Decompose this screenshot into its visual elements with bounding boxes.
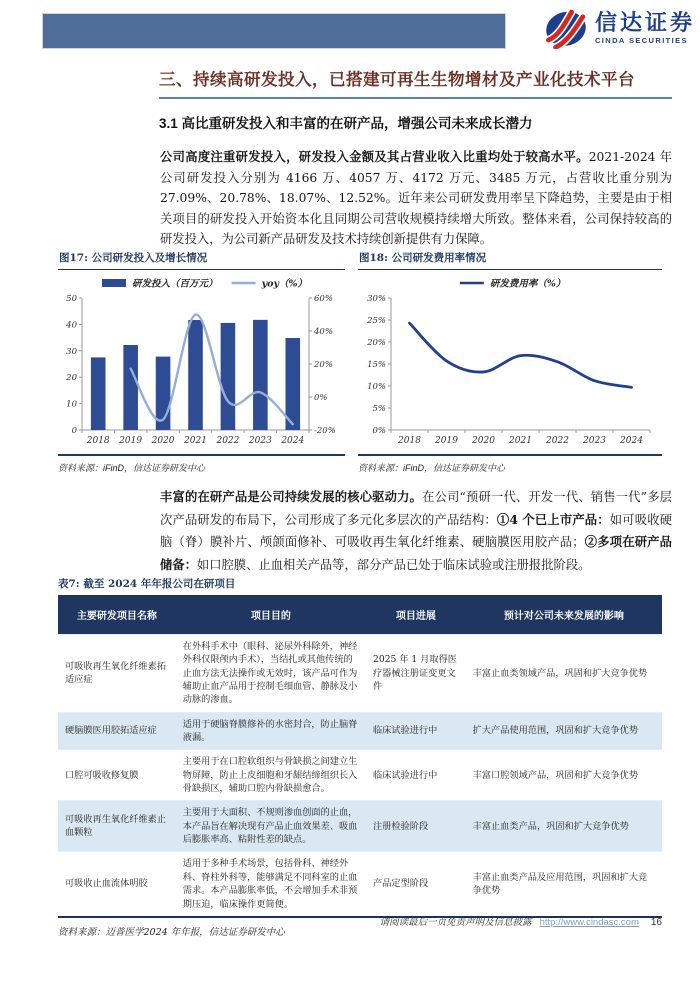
- para2-segment: 如可吸收硬脑（脊）膜补片、颅颌面修补、可吸收再生氧化纤维素、硬脑膜医用胶产品；: [160, 512, 672, 549]
- y-tick-label: 25%: [367, 316, 386, 326]
- table-header-cell: 主要研发项目名称: [58, 595, 176, 635]
- figure18-title: 图18: 公司研发费用率情况: [358, 250, 662, 270]
- table-row: [58, 750, 662, 801]
- figure17-title: 图17: 公司研发投入及增长情况: [58, 250, 345, 270]
- line-series: [131, 315, 293, 425]
- table-cell: 丰富止血类产品，巩固和扩大竞争优势: [466, 801, 662, 852]
- x-tick-label: 2022: [216, 436, 240, 446]
- y-tick-label: 10%: [367, 382, 386, 392]
- figure18-source: 资料来源：iFinD，信达证券研发中心: [358, 454, 662, 474]
- bar-2024: [285, 338, 300, 430]
- header-blue-bar: [42, 13, 506, 49]
- table-row: [58, 852, 662, 917]
- table-header-cell: 项目目的: [176, 595, 366, 635]
- table-cell: 丰富止血类产品及应用范围，巩固和扩大竞争优势: [466, 852, 662, 917]
- table-cell: 可吸收止血流体明胶: [58, 852, 176, 917]
- table-cell: 适用于多种手术场景，包括骨科、神经外科、脊柱外科等，能够满足不同科室的止血需求。本产品膨胀率低，不会增加手术非预期压迫，临床操作更简便。: [176, 852, 366, 917]
- cinda-swoosh-icon: [542, 7, 590, 49]
- figure-18: [358, 250, 662, 474]
- rd-expense-ratio-chart: [358, 272, 662, 450]
- table-cell: 丰富口腔领域产品，巩固和扩大竞争优势: [466, 750, 662, 801]
- page-footer: [380, 914, 662, 928]
- table-header-row: [58, 595, 662, 635]
- legend-label: 研发费用率（%）: [489, 278, 566, 290]
- x-tick-label: 2022: [546, 436, 569, 446]
- y-tick-label: 0: [71, 426, 77, 436]
- bar-2019: [123, 345, 138, 430]
- paragraph-rd-investment: [160, 147, 672, 250]
- y-tick-label: 15%: [367, 360, 386, 370]
- x-tick-label: 2019: [119, 436, 143, 446]
- brand-name-cn: 信达证券: [594, 9, 695, 35]
- rd-investment-chart: [58, 272, 345, 450]
- brand-name-en: CINDA SECURITIES: [594, 35, 688, 45]
- para2-segment: 如口腔膜、止血相关产品等，部分产品已处于临床试验或注册报批阶段。: [196, 557, 591, 572]
- table-source: 资料来源：迈普医学2024 年年报，信达证券研发中心: [58, 926, 285, 938]
- table-cell: 口腔可吸收修复膜: [58, 750, 176, 801]
- x-tick-label: 2024: [620, 436, 643, 446]
- footer-disclaimer: 请阅读最后一页免责声明及信息披露: [379, 917, 532, 928]
- para2-segment: 丰富的在研产品是公司持续发展的核心驱动力。: [160, 489, 423, 504]
- table-cell: 临床试验进行中: [366, 712, 466, 750]
- x-tick-label: 2023: [248, 436, 272, 446]
- section-title: 三、持续高研发投入，已搭建可再生生物增材及产业化技术平台: [159, 66, 672, 99]
- para1-lead: 公司高度注重研发投入，研发投入金额及其占营业收入比重均处于较高水平。: [160, 149, 589, 164]
- table-cell: 硬脑膜医用胶拓适应症: [58, 712, 176, 750]
- table-cell: 丰富止血类领域产品，巩固和扩大竞争优势: [466, 635, 662, 713]
- y-tick-label: 10: [66, 399, 77, 410]
- table-label: 表7: 截至 2024 年年报公司在研项目: [58, 578, 236, 590]
- y-tick-label: 0%: [372, 426, 386, 436]
- table-cell: 临床试验进行中: [366, 750, 466, 801]
- paragraph-pipeline: [160, 486, 672, 576]
- x-tick-label: 2020: [472, 436, 495, 446]
- para1-rest: 2021-2024 年公司研发投入分别为 4166 万、4057 万、4172 万元、3485 万元，占营收比重分别为 27.09%、20.78%、18.07%、12.52%。近年来公司研发费用率呈下降趋势，主要是由于相关项目的研发投入开始资本化且同期公司营收规模持续增大所致。整体来看，公司保持较高的研发投入，为公司新产品研发及技术持续创新提供有力保障。: [160, 150, 672, 246]
- y2-tick-label: 40%: [314, 327, 333, 337]
- y-tick-label: 5%: [372, 404, 386, 414]
- legend-label: yoy（%）: [261, 278, 308, 290]
- x-tick-label: 2024: [281, 436, 305, 446]
- x-tick-label: 2018: [398, 436, 421, 446]
- figure17-chart-area: [58, 272, 345, 450]
- y-tick-label: 30%: [367, 294, 386, 304]
- bar-2023: [253, 320, 268, 430]
- x-tick-label: 2018: [86, 436, 110, 446]
- figure-17: [58, 250, 345, 474]
- bar-2022: [221, 323, 236, 430]
- footer-link[interactable]: http://www.cindasc.com: [539, 917, 639, 928]
- figures-row: [58, 250, 662, 474]
- table-cell: 注册检验阶段: [366, 801, 466, 852]
- legend-label: 研发投入（百万元）: [131, 278, 218, 290]
- table-header-cell: 预计对公司未来发展的影响: [466, 595, 662, 635]
- table-cell: 可吸收再生氧化纤维素止血颗粒: [58, 801, 176, 852]
- bar-2018: [91, 357, 106, 430]
- table-header-cell: 项目进展: [366, 595, 466, 635]
- pipeline-table: [58, 595, 662, 918]
- y-tick-label: 50: [66, 294, 77, 304]
- bar-2021: [188, 320, 203, 430]
- table-row: [58, 801, 662, 852]
- y-tick-label: 20%: [367, 338, 386, 348]
- pipeline-table-block: [58, 576, 662, 938]
- y-tick-label: 40: [66, 320, 77, 331]
- table-row: [58, 635, 662, 713]
- x-tick-label: 2020: [151, 436, 175, 446]
- figure17-source: 资料来源：iFinD，信达证券研发中心: [58, 454, 345, 474]
- para2-segment: 在公司“预研一代、开发一代、销售一代”多层次产品研发的布局下，公司形成了多元化多层次的产品结构：: [160, 490, 672, 527]
- y2-tick-label: 0%: [314, 393, 328, 403]
- table-cell: 适用于硬脑脊膜修补的水密封合，防止脑脊液漏。: [176, 712, 366, 750]
- table-row: [58, 712, 662, 750]
- y2-tick-label: -20%: [314, 426, 336, 436]
- para2-segment: ①4 个已上市产品：: [496, 511, 610, 527]
- table-cell: 可吸收再生氧化纤维素拓适应症: [58, 635, 176, 713]
- subsection-title: 3.1 高比重研发投入和丰富的在研产品，增强公司未来成长潜力: [159, 116, 533, 131]
- brand-text: [594, 9, 695, 45]
- x-tick-label: 2023: [583, 436, 606, 446]
- table-cell: 主要用于大面积、不规则渗血创面的止血，本产品旨在解决现有产品止血效果差、吸血后膨胀率高、粘附性差的缺点。: [176, 801, 366, 852]
- figure18-chart-area: [358, 272, 662, 450]
- y-tick-label: 20: [66, 373, 77, 384]
- y-tick-label: 30: [66, 346, 77, 357]
- brand-logo: [542, 7, 695, 49]
- line-series: [410, 323, 632, 387]
- para2-segment: ②多项在研产品储备：: [160, 534, 672, 572]
- y2-tick-label: 60%: [314, 294, 333, 304]
- x-tick-label: 2021: [184, 436, 207, 446]
- x-tick-label: 2021: [509, 436, 532, 446]
- table-cell: 主要用于在口腔软组织与骨缺损之间建立生物屏障，防止上皮细胞和牙龈结缔组织长入骨缺损区，辅助口腔内骨缺损愈合。: [176, 750, 366, 801]
- legend-swatch-bar: [102, 279, 126, 287]
- y2-tick-label: 20%: [314, 360, 333, 370]
- table-cell: 产品定型阶段: [366, 852, 466, 917]
- page-number: 16: [650, 917, 662, 928]
- table-cell: 2025 年 1 月取得医疗器械注册证变更文件: [366, 635, 466, 713]
- table-cell: 扩大产品使用范围，巩固和扩大竞争优势: [466, 712, 662, 750]
- x-tick-label: 2019: [435, 436, 458, 446]
- table-cell: 在外科手术中（眼科、泌尿外科除外，神经外科仅限颅内手术），当结扎或其他传统的止血方法无法操作或无效时，该产品可作为辅助止血产品用于控制毛细血管、静脉及小动脉的渗血。: [176, 635, 366, 713]
